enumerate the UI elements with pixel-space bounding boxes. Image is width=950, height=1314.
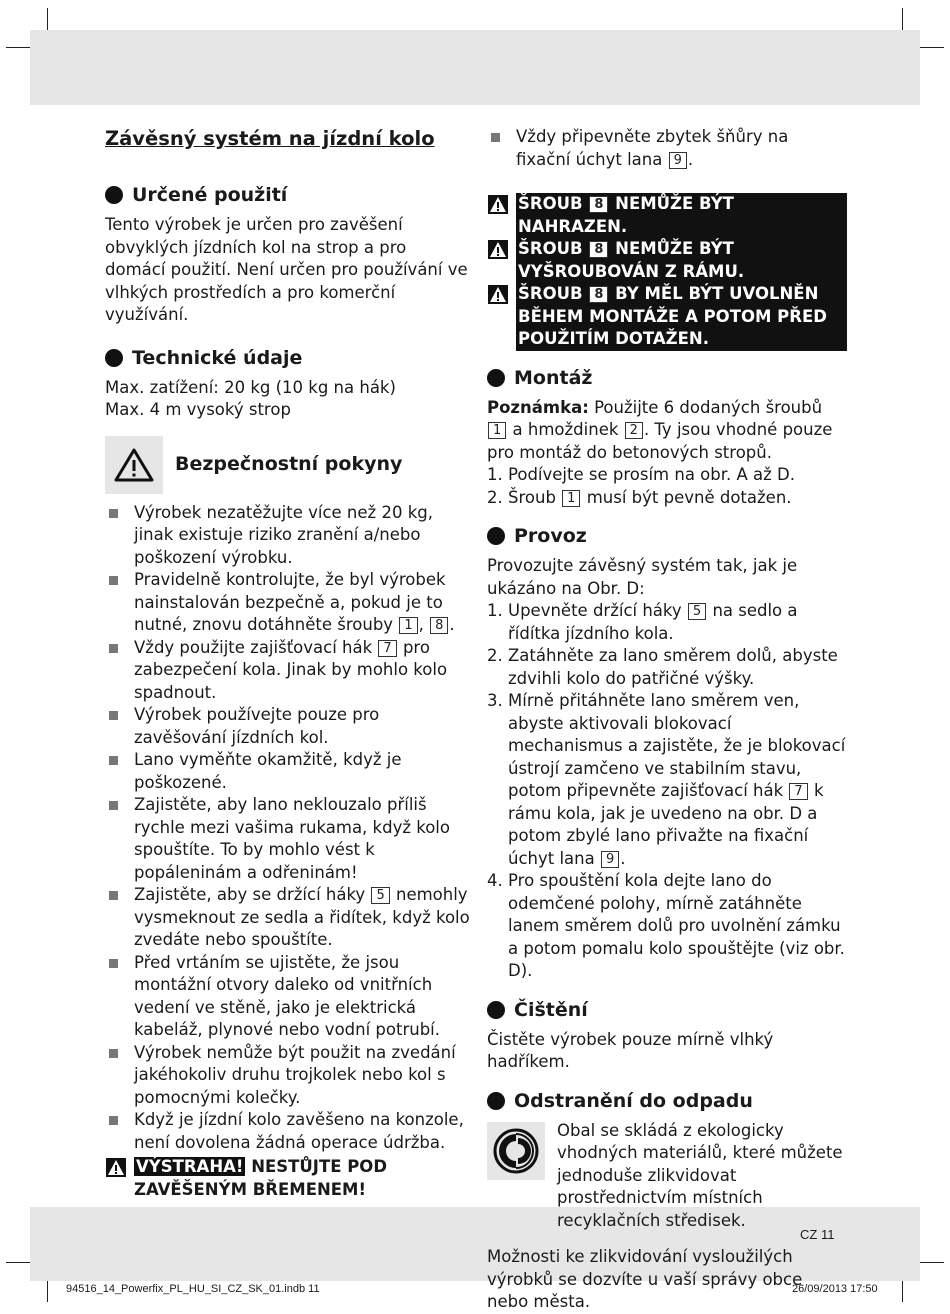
assembly-note: Poznámka: Použijte 6 dodaných šroubů 1 a hmoždinek 2 . Ty jsou vhodné pouze pro montáž do betonových stropů. xyxy=(487,397,833,462)
part-number: 8 xyxy=(589,241,608,258)
part-number: 1 xyxy=(488,422,506,439)
bullet-dot-icon xyxy=(487,1001,505,1019)
bullet-dot-icon xyxy=(487,369,505,387)
part-number: 1 xyxy=(399,617,417,634)
operation-heading xyxy=(487,523,847,549)
tech-line: Max. 4 m vysoký strop xyxy=(105,400,291,419)
intended-use-text: Tento výrobek je určen pro zavěšení obvyklých jízdních kol na strop a pro domácí použití. Není určen pro používání ve vlhkých prostředích a pro komerční využívání. xyxy=(105,215,468,324)
list-item: Výrobek používejte pouze pro zavěšování jízdních kol. xyxy=(105,704,470,749)
rope-list xyxy=(487,126,847,171)
list-item: Zajistěte, aby lano neklouzalo příliš rychle mezi vašima rukama, když kolo spouštíte. To by mohlo vést k popáleninám a odřeninám! xyxy=(105,794,470,884)
screw-warning: ŠROUB 8 NEMŮŽE BÝT VYŠROUBOVÁN Z RÁMU. xyxy=(487,238,847,283)
warning-sign-icon xyxy=(106,1158,126,1177)
header-band xyxy=(30,30,920,105)
part-number: 7 xyxy=(789,783,807,800)
warning-text: NESTŮJTE POD ZAVĚŠENÝM BŘEMENEM! xyxy=(134,1157,388,1199)
list-item: Výrobek nezatěžujte více než 20 kg, jinak existuje riziko zranění a/nebo poškození výrobku. xyxy=(105,502,470,570)
print-file-info: 94516_14_Powerfix_PL_HU_SI_CZ_SK_01.indb 11 xyxy=(66,1283,320,1295)
part-number: 8 xyxy=(589,286,608,303)
operation-steps xyxy=(487,600,847,983)
warning-sign-icon xyxy=(488,195,508,214)
print-date: 26/09/2013 17:50 xyxy=(792,1283,878,1295)
warning-triangle-icon xyxy=(105,436,163,494)
list-item: Pravidelně kontrolujte, že byl výrobek nainstalován bezpečně a, pokud je to nutné, znovu dotáhněte šrouby 1 , 8 . xyxy=(105,569,470,637)
list-item: 2. Zatáhněte za lano směrem dolů, abyste zdvihli kolo do patřičné výšky. xyxy=(487,646,838,688)
part-number: 8 xyxy=(589,196,608,213)
part-number: 5 xyxy=(371,887,389,904)
bullet-dot-icon xyxy=(487,1092,505,1110)
warning-sign-icon xyxy=(488,285,508,304)
part-number: 9 xyxy=(601,851,619,868)
cleaning-heading xyxy=(487,997,847,1023)
list-item: Lano vyměňte okamžitě, když je poškozené. xyxy=(105,749,470,794)
screw-warning: ŠROUB 8 BY MĚL BÝT UVOLNĚN BĚHEM MONTÁŽE A POTOM PŘED POUŽITÍM DOTAŽEN. xyxy=(487,283,847,351)
list-item: Když je jízdní kolo zavěšeno na konzole, není dovolena žádná operace údržba. xyxy=(105,1109,470,1154)
tech-heading xyxy=(105,345,470,371)
cleaning-title: Čištění xyxy=(514,998,588,1021)
page-title: Závěsný systém na jízdní kolo xyxy=(105,127,435,150)
disposal-title: Odstranění do odpadu xyxy=(514,1089,753,1112)
list-item: 2. Šroub 1 musí být pevně dotažen. xyxy=(487,487,792,507)
part-number: 2 xyxy=(625,422,643,439)
safety-title: Bezpečnostní pokyny xyxy=(175,453,403,476)
safety-heading xyxy=(105,436,470,494)
page-number: CZ 11 xyxy=(800,1227,835,1242)
assembly-steps xyxy=(487,464,847,509)
disposal-block xyxy=(487,1120,847,1233)
bullet-dot-icon xyxy=(105,349,123,367)
part-number: 1 xyxy=(562,490,580,507)
list-item: Vždy připevněte zbytek šňůry na fixační úchyt lana 9 . xyxy=(487,126,847,171)
left-column xyxy=(105,126,470,1201)
list-item: Zajistěte, aby se držící háky 5 nemohly vysmeknout ze sedla a řidítek, když kolo zvedáte nebo spouštíte. xyxy=(105,884,470,952)
bullet-dot-icon xyxy=(105,186,123,204)
tech-title: Technické údaje xyxy=(132,346,303,369)
load-warning xyxy=(105,1156,470,1201)
part-number: 8 xyxy=(430,617,448,634)
cleaning-text: Čistěte výrobek pouze mírně vlhký hadříkem. xyxy=(487,1029,774,1071)
list-item: Před vrtáním se ujistěte, že jsou montážní otvory daleko od vnitřních vedení ve stěně, jako je elektrická kabeláž, plynové nebo vodní potrubí. xyxy=(105,952,470,1042)
green-dot-recycling-icon xyxy=(487,1122,545,1180)
operation-intro: Provozujte závěsný systém tak, jak je ukázáno na Obr. D: xyxy=(487,556,798,598)
intended-use-title: Určené použití xyxy=(132,184,288,206)
assembly-title: Montáž xyxy=(514,366,593,389)
disposal-heading xyxy=(487,1088,847,1114)
safety-list xyxy=(105,502,470,1155)
disposal-text-2: Možnosti ke zlikvidování vysloužilých výrobků se dozvíte u vaší správy obce nebo města. xyxy=(487,1247,803,1311)
intended-use-heading xyxy=(105,182,470,208)
screw-warning: ŠROUB 8 NEMŮŽE BÝT NAHRAZEN. xyxy=(487,193,847,238)
warning-sign-icon xyxy=(488,240,508,259)
list-item: 1. Upevněte držící háky 5 na sedlo a řídítka jízdního kola. xyxy=(487,601,798,643)
part-number: 7 xyxy=(378,640,396,657)
part-number: 5 xyxy=(688,603,706,620)
list-item: 1. Podívejte se prosím na obr. A až D. xyxy=(487,465,796,484)
list-item: 4. Pro spouštění kola dejte lano do odemčené polohy, mírně zatáhněte lanem směrem dolů pro uvolnění zámku a potom pomalu kolo spouštějte (viz obr. D). xyxy=(487,871,845,980)
part-number: 9 xyxy=(669,152,687,169)
assembly-heading xyxy=(487,365,847,391)
operation-title: Provoz xyxy=(514,525,587,547)
list-item: Vždy použijte zajišťovací hák 7 pro zabezpečení kola. Jinak by mohlo kolo spadnout. xyxy=(105,637,470,705)
list-item: Výrobek nemůže být použit na zvedání jakéhokoliv druhu trojkolek nebo kol s pomocnými kolečky. xyxy=(105,1042,470,1110)
right-column xyxy=(487,126,847,1314)
bullet-dot-icon xyxy=(487,527,505,545)
list-item: 3. Mírně přitáhněte lano směrem ven, abyste aktivovali blokovací mechanismus a zajistěte, že je blokovací ústrojí zamčeno ve stabilním stavu, potom připevněte zajišťovací hák 7 k rámu kola, jak je uvedeno na obr. D a potom zbylé lano přivažte na fixační úchyt lana 9 . xyxy=(487,691,846,868)
warning-label: VÝSTRAHA! xyxy=(136,1157,244,1176)
tech-line: Max. zatížení: 20 kg (10 kg na hák) xyxy=(105,377,396,397)
disposal-text: Obal se skládá z ekologicky vhodných materiálů, které můžete jednoduše zlikvidovat prostřednictvím místních recyklačních středisek. xyxy=(557,1120,843,1230)
